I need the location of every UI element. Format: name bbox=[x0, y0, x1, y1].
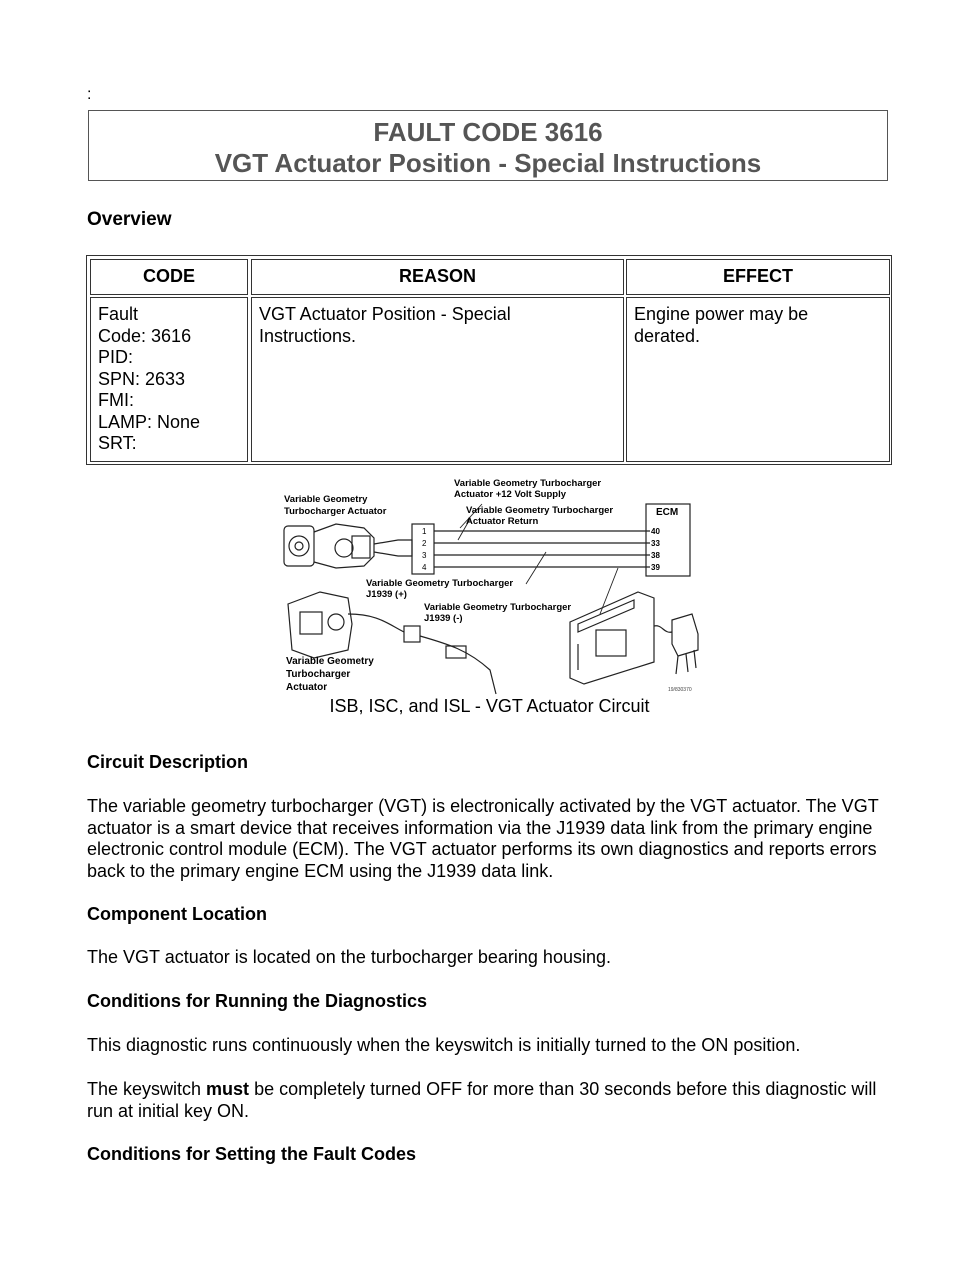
figure-ref-number: 19/830370 bbox=[668, 687, 692, 693]
pin-label: 3 bbox=[422, 551, 427, 560]
code-line: PID: bbox=[98, 347, 134, 367]
pin-label: 1 bbox=[422, 527, 427, 536]
title-box bbox=[88, 110, 888, 181]
reason-line: Instructions. bbox=[259, 325, 357, 346]
component-location-text: The VGT actuator is located on the turbocharger bearing housing. bbox=[87, 947, 611, 967]
reason-line: VGT Actuator Position - Special bbox=[259, 304, 511, 324]
ecm-pin-label: 38 bbox=[651, 551, 660, 560]
pin-label: 2 bbox=[422, 539, 427, 548]
code-cell bbox=[90, 297, 248, 462]
actuator-bottom-label: Turbocharger bbox=[286, 669, 351, 680]
ecm-pin-label: 39 bbox=[651, 563, 660, 572]
code-line: Code: 3616 bbox=[98, 325, 192, 346]
reason-cell bbox=[251, 297, 624, 462]
vgt-circuit-diagram bbox=[278, 474, 702, 696]
running-diagnostics-heading: Conditions for Running the Diagnostics bbox=[87, 991, 427, 1011]
circuit-description-heading: Circuit Description bbox=[87, 752, 249, 772]
overview-heading: Overview bbox=[87, 209, 172, 230]
code-line: FMI: bbox=[98, 390, 134, 410]
leading-colon: : bbox=[87, 86, 92, 103]
header-code: CODE bbox=[90, 259, 248, 295]
return-label: Variable Geometry Turbocharger bbox=[466, 505, 614, 516]
ecm-module-drawing bbox=[570, 592, 698, 684]
effect-line: derated. bbox=[634, 325, 701, 346]
keyswitch-text-pre: The keyswitch bbox=[87, 1079, 207, 1099]
effect-cell bbox=[626, 297, 890, 462]
header-effect: EFFECT bbox=[626, 259, 890, 295]
j1939-minus-label: Variable Geometry Turbocharger bbox=[424, 602, 572, 613]
code-line: SRT: bbox=[98, 433, 137, 453]
actuator-top-label: Turbocharger Actuator bbox=[284, 506, 387, 517]
j1939-plus-label: J1939 (+) bbox=[366, 589, 407, 600]
supply-label: Actuator +12 Volt Supply bbox=[454, 489, 566, 500]
j1939-minus-label: J1939 (-) bbox=[424, 613, 463, 624]
actuator-bottom-label: Actuator bbox=[286, 682, 328, 693]
code-line: Fault bbox=[98, 304, 139, 324]
ecm-pin-label: 33 bbox=[651, 539, 660, 548]
circuit-description-text: The variable geometry turbocharger (VGT) is electronically activated by the VGT actuator. The VGT actuator is a smart device that receives information via the J1939 data link from the primary engine electronic control module (ECM). The VGT actuator performs its own diagnostics and reports errors back to the primary engine ECM using the J1939 data link. bbox=[87, 796, 879, 881]
figure-caption: ISB, ISC, and ISL - VGT Actuator Circuit bbox=[329, 696, 650, 716]
page-subtitle: VGT Actuator Position - Special Instructions bbox=[214, 148, 762, 178]
fault-table bbox=[86, 255, 892, 465]
code-line: SPN: 2633 bbox=[98, 368, 186, 389]
component-location-heading: Component Location bbox=[87, 904, 267, 924]
keyswitch-text bbox=[87, 1079, 907, 1122]
header-reason: REASON bbox=[251, 259, 624, 295]
j1939-plus-label: Variable Geometry Turbocharger bbox=[366, 578, 514, 589]
running-diagnostics-text: This diagnostic runs continuously when the keyswitch is initially turned to the ON position. bbox=[87, 1035, 801, 1055]
return-label: Actuator Return bbox=[466, 516, 539, 527]
keyswitch-text-emphasis: must bbox=[206, 1079, 250, 1099]
keyswitch-text-post: be completely turned OFF for more than 30 seconds before this diagnostic will run at initial key ON. bbox=[87, 1079, 877, 1121]
page-title: FAULT CODE 3616 bbox=[373, 117, 603, 147]
ecm-label: ECM bbox=[656, 507, 679, 518]
supply-label: Variable Geometry Turbocharger bbox=[454, 478, 602, 489]
code-line: LAMP: None bbox=[98, 411, 201, 432]
actuator-top-label: Variable Geometry bbox=[284, 494, 368, 505]
pin-label: 4 bbox=[422, 563, 427, 572]
ecm-pin-label: 40 bbox=[651, 527, 660, 536]
wiring-harness bbox=[412, 504, 690, 614]
actuator-top-drawing bbox=[284, 524, 412, 568]
setting-fault-codes-heading: Conditions for Setting the Fault Codes bbox=[87, 1144, 416, 1164]
actuator-bottom-label: Variable Geometry bbox=[286, 656, 374, 667]
effect-line: Engine power may be bbox=[634, 304, 809, 324]
